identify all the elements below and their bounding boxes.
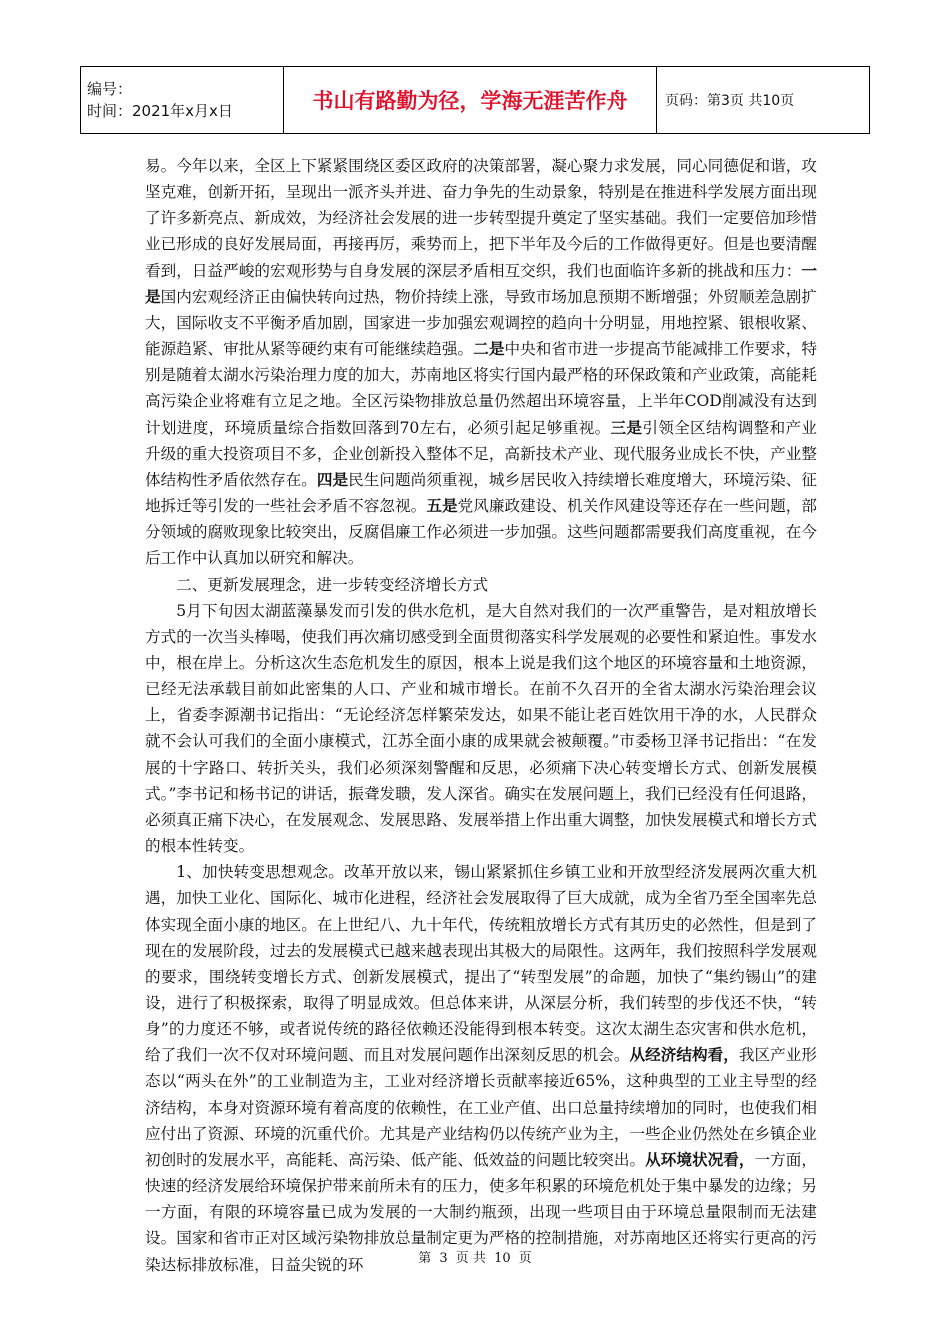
page-footer [0, 1247, 950, 1266]
paragraph-text: 民生问题尚须重视，城乡居民收入持续增长难度增大，环境污染、征地拆迁等引发的一些社会矛盾不容忽视。 [145, 470, 817, 516]
document-date-label: 时间：2021年x月x日 [87, 102, 233, 120]
paragraph-text: 二、更新发展理念，进一步转变经济增长方式 [176, 575, 489, 594]
header-meta [81, 67, 284, 134]
emphasis-text: 一是 [145, 260, 817, 306]
footer-total-pages: 10 [494, 1251, 511, 1266]
emphasis-text: 从经济结构看， [629, 1045, 739, 1065]
paragraph-text: 中央和省市进一步提高节能减排工作要求，特别是随着太湖水污染治理力度的加大，苏南地区将实行国内最严格的环保政策和产业政策，高能耗高污染企业将难有立足之地。全区污染物排放总量仍然超出环境容量，上半年COD削减没有达到计划进度，环境质量综合指数回落到70左右，必须引起足够重视。 [145, 340, 817, 437]
document-number-label: 编号： [87, 80, 133, 98]
footer-prefix: 第 [418, 1251, 432, 1266]
paragraph-text: 国内宏观经济正由偏快转向过热，物价持续上涨，导致市场加息预期不断增强；外贸顺差急剧扩大，国际收支不平衡矛盾加剧，国家进一步加强宏观调控的趋向十分明显，用地控紧、银根收紧、能源趋紧、审批从紧等硬约束有可能继续趋强。 [145, 287, 817, 359]
body-paragraph [145, 859, 817, 1278]
paragraph-text: 一方面，快速的经济发展给环境保护带来前所未有的压力，使多年积累的环境危机处于集中暴发的边缘；另一方面，有限的环境容量已成为发展的一大制约瓶颈，出现一些项目由于环境总量限制而无法建设。国家和省市正对区域污染物排放总量制定更为严格的控制措施，对苏南地区还将实行更高的污染达标排放标准，日益尖锐的环 [145, 1150, 817, 1274]
paragraph-text: 我区产业形态以“两头在外”的工业制造为主，工业对经济增长贡献率接近65%，这种典型的工业主导型的经济结构，本身对资源环境有着高度的依赖性，在工业产值、出口总量持续增加的同时，也使我们相应付出了资源、环境的沉重代价。尤其是产业结构仍以传统产业为主，一些企业仍然处在乡镇企业初创时的发展水平，高能耗、高污染、低产能、低效益的问题比较突出。 [145, 1046, 817, 1169]
header-motto: 书山有路勤为径，学海无涯苦作舟 [284, 67, 657, 134]
paragraph-text: 易。今年以来，全区上下紧紧围绕区委区政府的决策部署，凝心聚力求发展，同心同德促和谐，攻坚克难，创新开拓，呈现出一派齐头并进、奋力争先的生动景象，特别是在推进科学发展方面出现了许多新亮点、新成效，为经济社会发展的进一步转型提升奠定了坚实基础。我们一定要倍加珍惜业已形成的良好发展局面，再接再厉，乘势而上，把下半年及今后的工作做得更好。但是也要清醒看到，日益严峻的宏观形势与自身发展的深层矛盾相互交织，我们也面临许多新的挑战和压力： [145, 157, 817, 280]
emphasis-text: 四是 [316, 469, 349, 489]
footer-current-page: 3 [439, 1251, 448, 1266]
paragraph-text: 1、加快转变思想观念。改革开放以来，锡山紧紧抓住乡镇工业和开放型经济发展两次重大机遇，加快工业化、国际化、城市化进程，经济社会发展取得了巨大成就，成为全省乃至全国率先总体实现全面小康的地区。在上世纪八、九十年代，传统粗放增长方式有其历史的必然性，但是到了现在的发展阶段，过去的发展模式已越来越表现出其极大的局限性。这两年，我们按照科学发展观的要求，围绕转变增长方式、创新发展模式，提出了“转型发展”的命题，加快了“集约锡山”的建设，进行了积极探索，取得了明显成效。但总体来讲，从深层分析，我们转型的步伐还不快，“转身”的力度还不够，或者说传统的路径依赖还没能得到根本转变。这次太湖生态灾害和供水危机，给了我们一次不仅对环境问题、而且对发展问题作出深刻反思的机会。 [145, 863, 817, 1065]
body-paragraph [145, 153, 817, 572]
paragraph-text: 党风廉政建设、机关作风建设等还存在一些问题，部分领域的腐败现象比较突出，反腐倡廉工作必须进一步加强。这些问题都需要我们高度重视，在今后工作中认真加以研究和解决。 [145, 497, 817, 568]
emphasis-text: 三是 [610, 417, 643, 437]
emphasis-text: 从环境状况看， [645, 1149, 755, 1169]
footer-suffix: 页 [518, 1251, 532, 1266]
document-body [145, 153, 817, 1278]
emphasis-text: 二是 [473, 339, 505, 359]
page-header [80, 66, 870, 134]
emphasis-text: 五是 [426, 496, 458, 516]
body-paragraph [145, 572, 817, 598]
paragraph-text: 引领全区结构调整和产业升级的重大投资项目不多，企业创新投入整体不足，高新技术产业、现代服务业成长不快，产业整体结构性矛盾依然存在。 [145, 418, 817, 489]
body-paragraph [145, 598, 817, 860]
paragraph-text: 5月下旬因太湖蓝藻暴发而引发的供水危机，是大自然对我们的一次严重警告，是对粗放增长方式的一次当头棒喝，使我们再次痛切感受到全面贯彻落实科学发展观的必要性和紧迫性。事发水中，根在岸上。分析这次生态危机发生的原因，根本上说是我们这个地区的环境容量和土地资源，已经无法承载目前如此密集的人口、产业和城市增长。在前不久召开的全省太湖水污染治理会议上，省委李源潮书记指出：“无论经济怎样繁荣发达，如果不能让老百姓饮用干净的水，人民群众就不会认可我们的全面小康模式，江苏全面小康的成果就会被颠覆。”市委杨卫泽书记指出：“在发展的十字路口、转折关头，我们必须深刻警醒和反思，必须痛下决心转变增长方式、创新发展模式。”李书记和杨书记的讲话，振聋发聩，发人深省。确实在发展问题上，我们已经没有任何退路，必须真正痛下决心，在发展观念、发展思路、发展举措上作出重大调整，加快发展模式和增长方式的根本性转变。 [145, 601, 817, 856]
header-page-label: 页码：第3页 共10页 [657, 67, 870, 134]
footer-mid: 页 共 [455, 1251, 486, 1266]
